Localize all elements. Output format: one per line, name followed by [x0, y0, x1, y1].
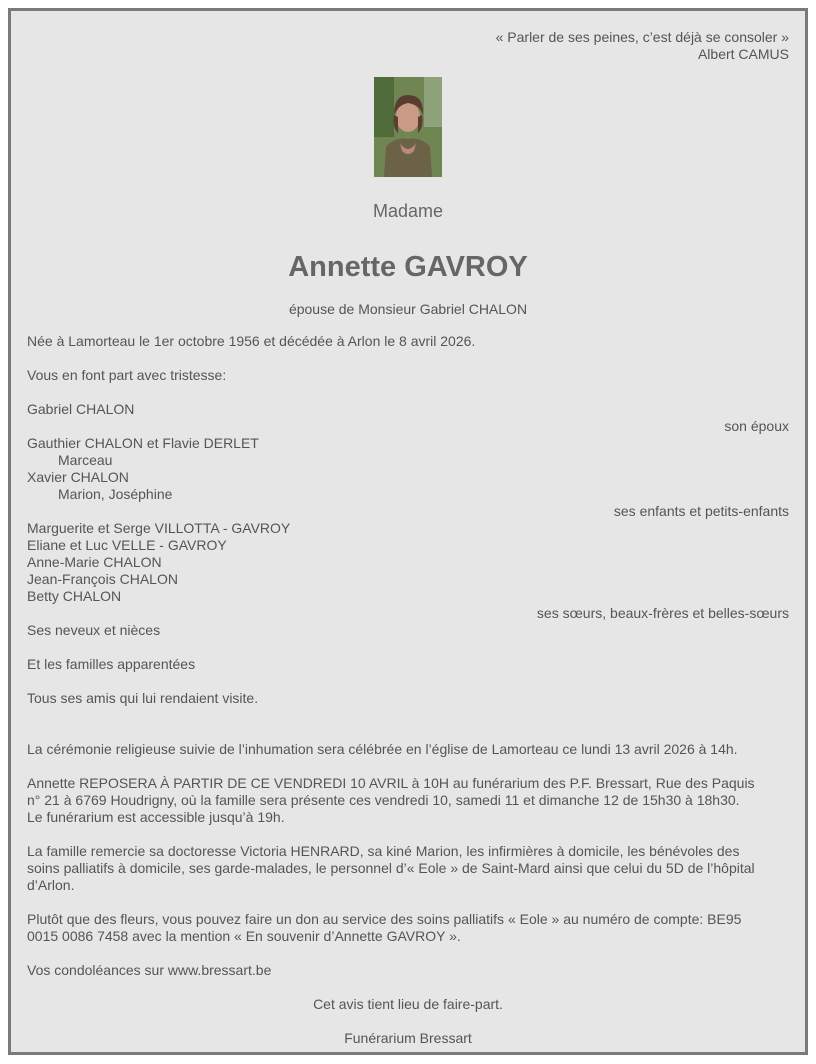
epigraph	[496, 29, 789, 63]
quote-text: « Parler de ses peines, c’est déjà se consoler »	[495, 29, 789, 45]
spouse-line: épouse de Monsieur Gabriel CHALON	[288, 301, 528, 317]
condolences-line	[27, 962, 789, 979]
thanks-line: soins palliatifs à domicile, ses garde-malades, le personnel d’« Eole » de Saint-Mard ainsi que celui du 5D de l’hôpital	[27, 860, 755, 876]
visitation-paragraph	[27, 775, 789, 826]
thanks-line: La famille remercie sa doctoresse Victoria HENRARD, sa kiné Marion, les infirmières à domicile, les bénévoles des	[27, 843, 740, 859]
husband-name: Gabriel CHALON	[27, 401, 135, 417]
friends-line: Tous ses amis qui lui rendaient visite.	[27, 690, 259, 706]
siblings-role: ses sœurs, beaux-frères et belles-sœurs	[536, 605, 789, 621]
announcement-body	[27, 333, 789, 1047]
visitation-line: Le funérarium est accessible jusqu’à 19h.	[27, 809, 285, 825]
donation-paragraph	[27, 911, 789, 945]
funeral-home-name: Funérarium Bressart	[344, 1030, 472, 1046]
sibling-name: Jean-François CHALON	[27, 571, 178, 587]
notice-line: Cet avis tient lieu de faire-part.	[313, 996, 503, 1012]
husband-role: son époux	[724, 418, 789, 434]
sibling-name: Eliane et Luc VELLE - GAVROY	[27, 537, 227, 553]
ceremony-line: La cérémonie religieuse suivie de l’inhumation sera célébrée en l’église de Lamorteau ce lundi 13 avril 2026 à 14h.	[27, 741, 738, 757]
children-role: ses enfants et petits-enfants	[613, 503, 789, 519]
portrait-photo	[374, 77, 442, 177]
condolences-prefix: Vos condoléances sur	[27, 962, 168, 978]
thanks-paragraph	[27, 843, 789, 894]
child-name: Gauthier CHALON et Flavie DERLET	[27, 435, 259, 451]
grandchild-name: Marion, Joséphine	[58, 486, 173, 502]
grandchild-name: Marceau	[58, 452, 113, 468]
deceased-name: Annette GAVROY	[288, 251, 528, 283]
sibling-name: Marguerite et Serge VILLOTTA - GAVROY	[27, 520, 291, 536]
quote-author: Albert CAMUS	[697, 46, 789, 62]
sibling-name: Betty CHALON	[27, 588, 122, 604]
obituary-content	[27, 11, 789, 1052]
condolences-link[interactable]: www.bressart.be	[167, 962, 272, 978]
visitation-line: Annette REPOSERA À PARTIR DE CE VENDREDI 10 AVRIL à 10H au funérarium des P.F. Bressart, Rue des Paquis	[27, 775, 755, 791]
honorific: Madame	[372, 201, 444, 221]
birth-death-line: Née à Lamorteau le 1er octobre 1956 et décédée à Arlon le 8 avril 2026.	[27, 333, 476, 349]
nephews-line: Ses neveux et nièces	[27, 622, 161, 638]
intro-line: Vous en font part avec tristesse:	[27, 367, 227, 383]
thanks-line: d’Arlon.	[27, 877, 75, 893]
visitation-line: n° 21 à 6769 Houdrigny, où la famille sera présente ces vendredi 10, samedi 11 et dimanche 12 de 15h30 à 18h30.	[27, 792, 740, 808]
donation-line: Plutôt que des fleurs, vous pouvez faire un don au service des soins palliatifs « Eole » au numéro de compte: BE95	[27, 911, 742, 927]
child-name: Xavier CHALON	[27, 469, 129, 485]
obituary-card	[8, 8, 808, 1055]
donation-line: 0015 0086 7458 avec la mention « En souvenir d’Annette GAVROY ».	[27, 928, 461, 944]
families-line: Et les familles apparentées	[27, 656, 196, 672]
sibling-name: Anne-Marie CHALON	[27, 554, 162, 570]
